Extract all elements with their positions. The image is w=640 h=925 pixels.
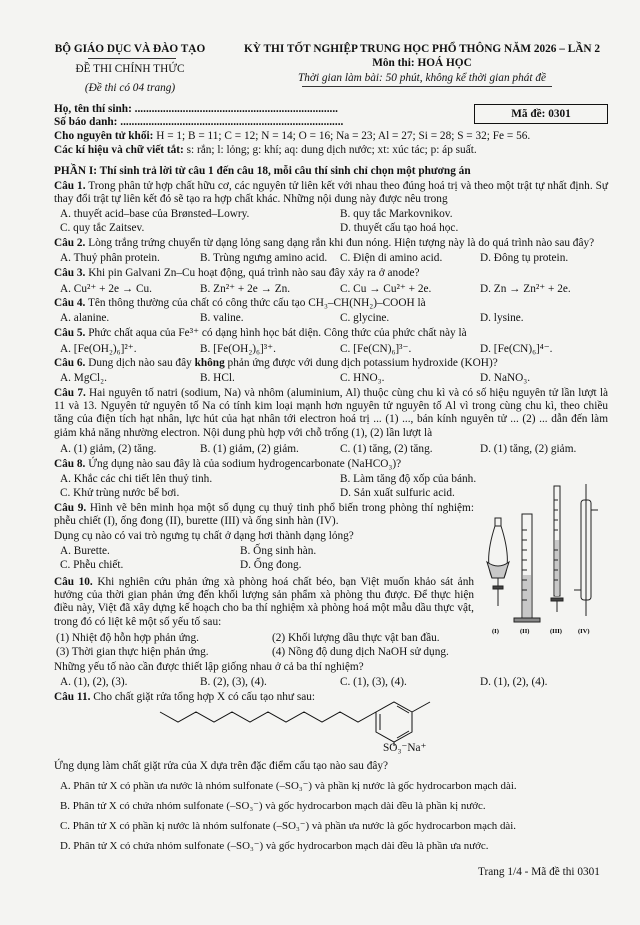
q4-stem <box>54 297 426 310</box>
q6-stem <box>54 357 498 370</box>
q10-option-c[interactable]: C. (1), (3), (4). <box>340 676 407 688</box>
q3-label: Câu 3. <box>54 267 86 279</box>
q6-option-d[interactable]: D. NaNO₃. <box>480 372 531 384</box>
symbols-line <box>54 144 477 157</box>
atomic-mass-line <box>54 130 530 143</box>
q10-factor-2: (2) Khối lượng dầu thực vật ban đầu. <box>272 632 440 644</box>
q8-label: Câu 8. <box>54 458 86 470</box>
q1-text: Trong phân tử hợp chất hữu cơ, các nguyên tử liên kết với nhau theo đúng hoá trị và theo một trật tự nhất định. Sự thay đổi trật tự liên kết đó sẽ tạo ra hợp chất khác. Những nội dung này được nêu trong <box>54 180 608 206</box>
q8-text: Ứng dụng nào sau đây là của sodium hydrogencarbonate (NaHCO₃)? <box>85 458 402 470</box>
q9-label: Câu 9. <box>54 502 87 514</box>
page-footer: Trang 1/4 - Mã đề thi 0301 <box>478 866 600 878</box>
q1-option-c[interactable]: C. quy tắc Zaitsev. <box>60 222 145 234</box>
q10-label: Câu 10. <box>54 576 93 588</box>
q2-label: Câu 2. <box>54 237 86 249</box>
q1-option-d[interactable]: D. thuyết cấu tạo hoá học. <box>340 222 459 234</box>
q9-stem <box>54 502 474 528</box>
q9-question: Dụng cụ nào có vai trò ngưng tụ chất ở dạng hơi thành dạng lỏng? <box>54 530 354 542</box>
q7-text: Hai nguyên tố natri (sodium, Na) và nhôm (aluminium, Al) thuộc cùng chu kì và có số hiệu nguyên tử lần lượt là 11 và 13. Nguyên tử nguyên tố Na có tính kim loại mạnh hơn nguyên tử nguyên tố Al vì trong cùng chu kì, theo chiều tăng của điện tích hạt nhân, lực hút của hạt nhân tới electron hoá trị ... (1) ..., bán kính nguyên tử ... (2) ... dẫn đến làm giảm khả năng nhường electron. Nội dung phù hợp với chỗ trống (1), (2) lần lượt là <box>54 387 608 439</box>
q6-label: Câu 6. <box>54 357 86 369</box>
q8-option-c[interactable]: C. Khử trùng nước bể bơi. <box>60 487 180 499</box>
q10-factor-1: (1) Nhiệt độ hỗn hợp phản ứng. <box>56 632 199 644</box>
q3-option-a[interactable]: A. Cu²⁺ + 2e → Cu. <box>60 283 152 295</box>
symbols-label: Các kí hiệu và chữ viết tắt: <box>54 144 184 156</box>
q5-label: Câu 5. <box>54 327 86 339</box>
q2-option-b[interactable]: B. Trùng ngưng amino acid. <box>200 252 328 264</box>
condenser-icon <box>574 484 598 616</box>
atomic-mass-label: Cho nguyên tử khối: <box>54 130 154 142</box>
q6-text-post: phản ứng được với dung dịch potassium hydroxide (KOH)? <box>224 357 498 369</box>
q4-option-c[interactable]: C. glycine. <box>340 312 390 324</box>
q3-option-d[interactable]: D. Zn → Zn²⁺ + 2e. <box>480 283 571 295</box>
q6-option-c[interactable]: C. HNO₃. <box>340 372 385 384</box>
zigzag-chain-icon <box>160 702 430 746</box>
graduated-cylinder-icon <box>514 514 540 622</box>
q4-option-a[interactable]: A. alanine. <box>60 312 110 324</box>
ministry-name: BỘ GIÁO DỤC VÀ ĐÀO TẠO <box>54 43 206 55</box>
candidate-name-line: Họ, tên thí sinh: ........................................................................ <box>54 103 339 115</box>
q3-option-b[interactable]: B. Zn²⁺ + 2e → Zn. <box>200 283 291 295</box>
q11-option-c[interactable]: C. Phân tử X có phần kị nước là nhóm sulfonate (–SO₃⁻) và phần ưa nước là gốc hydrocarbon mạch dài. <box>60 820 516 832</box>
q1-option-a[interactable]: A. thuyết acid–base của Brønsted–Lowry. <box>60 208 250 220</box>
q7-stem <box>54 387 608 440</box>
q5-option-a[interactable]: A. [Fe(OH₂)₆]²⁺. <box>60 343 137 355</box>
q6-text-bold: không <box>194 357 225 369</box>
q4-text: Tên thông thường của chất có công thức cấu tạo CH₃–CH(NH₂)–COOH là <box>85 297 426 309</box>
q5-stem <box>54 327 467 340</box>
q8-stem <box>54 458 401 471</box>
figure-label-1: (I) <box>492 628 499 635</box>
official-label: ĐỀ THI CHÍNH THỨC <box>75 63 185 75</box>
q3-option-c[interactable]: C. Cu → Cu²⁺ + 2e. <box>340 283 432 295</box>
separatory-funnel-icon <box>487 518 509 606</box>
q8-option-d[interactable]: D. Sản xuất sulfuric acid. <box>340 487 455 499</box>
q11-text: Cho chất giặt rửa tổng hợp X có cấu tạo như sau: <box>90 691 316 703</box>
q11-question: Ứng dụng làm chất giặt rửa của X dựa trên đặc điểm cấu tạo nào sau đây? <box>54 760 389 772</box>
detergent-structure <box>160 694 540 754</box>
glassware-figure <box>478 480 610 640</box>
exam-time: Thời gian làm bài: 50 phút, không kể thời gian phát đề <box>297 72 547 84</box>
q11-option-a[interactable]: A. Phân tử X có phần ưa nước là nhóm sulfonate (–SO₃⁻) và phần kị nước là gốc hydrocarbon mạch dài. <box>60 780 517 792</box>
q9-option-d[interactable]: D. Ống đong. <box>240 559 302 571</box>
exam-code: Mã đề: 0301 <box>511 108 571 120</box>
q5-option-c[interactable]: C. [Fe(CN)₆]³⁻. <box>340 343 412 355</box>
symbols-values: s: rắn; l: lỏng; g: khí; aq: dung dịch nước; xt: xúc tác; p: áp suất. <box>183 144 477 156</box>
q8-option-a[interactable]: A. Khắc các chi tiết lên thuỷ tinh. <box>60 473 213 485</box>
candidate-id-line: Số báo danh: ............................................................................... <box>54 116 344 128</box>
exam-subject: Môn thi: HOÁ HỌC <box>372 57 472 69</box>
q11-option-d[interactable]: D. Phân tử X có chứa nhóm sulfonate (–SO₃⁻) và gốc hydrocarbon mạch dài đều là phần ưa nước. <box>60 840 489 852</box>
q1-option-b[interactable]: B. quy tắc Markovnikov. <box>340 208 453 220</box>
q3-text: Khi pin Galvani Zn–Cu hoạt động, quá trình nào sau đây xảy ra ở anode? <box>85 267 420 279</box>
q2-option-c[interactable]: C. Điện di amino acid. <box>340 252 443 264</box>
q7-option-b[interactable]: B. (1) giảm, (2) giảm. <box>200 443 299 455</box>
time-underline <box>302 86 552 87</box>
q2-stem <box>54 237 594 250</box>
q3-stem <box>54 267 420 280</box>
q11-option-b[interactable]: B. Phân tử X có chứa nhóm sulfonate (–SO₃⁻) và gốc hydrocarbon mạch dài đều là phần kị nước. <box>60 800 486 812</box>
q6-text-pre: Dung dịch nào sau đây <box>85 357 195 369</box>
header-underline <box>88 58 176 59</box>
q10-factor-3: (3) Thời gian thực hiện phản ứng. <box>56 646 209 658</box>
q10-option-b[interactable]: B. (2), (3), (4). <box>200 676 267 688</box>
q5-option-b[interactable]: B. [Fe(OH₂)₆]³⁺. <box>200 343 276 355</box>
pages-note: (Đề thi có 04 trang) <box>84 82 176 94</box>
q2-text: Lòng trắng trứng chuyển từ dạng lỏng sang dạng rắn khi đun nóng. Hiện tượng này là do quá trình nào sau đây? <box>85 237 595 249</box>
q10-factor-4: (4) Nồng độ dung dịch NaOH sử dụng. <box>272 646 449 658</box>
q4-option-d[interactable]: D. lysine. <box>480 312 524 324</box>
q7-option-c[interactable]: C. (1) tăng, (2) tăng. <box>340 443 433 455</box>
exam-code-box <box>474 104 608 124</box>
q1-label: Câu 1. <box>54 180 86 192</box>
q9-option-c[interactable]: C. Phễu chiết. <box>60 559 124 571</box>
figure-label-4: (IV) <box>578 628 590 635</box>
atomic-mass-values: H = 1; B = 11; C = 12; N = 14; O = 16; Na = 23; Al = 27; Si = 28; S = 32; Fe = 56. <box>153 130 531 142</box>
q7-option-a[interactable]: A. (1) giảm, (2) tăng. <box>60 443 157 455</box>
q9-text: Hình vẽ bên minh họa một số dụng cụ thuỷ tinh phổ biến trong phòng thí nghiệm: phễu chiết (I), ống đong (II), burette (III) và ống sinh hàn (IV). <box>54 502 474 528</box>
figure-label-2: (II) <box>520 628 530 635</box>
q10-stem <box>54 576 474 629</box>
q10-text: Khi nghiên cứu phản ứng xà phòng hoá chất béo, bạn Việt muốn khảo sát ảnh hưởng của thời gian phản ứng đến khối lượng sản phẩm xà phòng thu được. Để thực hiện điều này, Việt đã xây dựng kế hoạch cho ba thí nghiệm xà phòng hoá một mẫu dầu thực vật, trong đó có liệt kê một số yếu tố sau: <box>54 576 474 628</box>
q10-option-d[interactable]: D. (1), (2), (4). <box>480 676 548 688</box>
q9-option-b[interactable]: B. Ống sinh hàn. <box>240 545 317 557</box>
figure-label-3: (III) <box>550 628 562 635</box>
part1-title: PHẦN I: Thí sinh trả lời từ câu 1 đến câu 18, mỗi câu thí sinh chỉ chọn một phương án <box>54 165 471 177</box>
q4-option-b[interactable]: B. valine. <box>200 312 244 324</box>
q7-label: Câu 7. <box>54 387 86 399</box>
sulfonate-group-label: SO₃⁻Na⁺ <box>383 742 427 754</box>
q6-option-a[interactable]: A. MgCl₂. <box>60 372 107 384</box>
q7-option-d[interactable]: D. (1) tăng, (2) giảm. <box>480 443 577 455</box>
q6-option-b[interactable]: B. HCl. <box>200 372 235 384</box>
q9-option-a[interactable]: A. Burette. <box>60 545 110 557</box>
q2-option-a[interactable]: A. Thuỷ phân protein. <box>60 252 160 264</box>
burette-icon <box>551 486 563 612</box>
q2-option-d[interactable]: D. Đông tụ protein. <box>480 252 569 264</box>
q5-option-d[interactable]: D. [Fe(CN)₆]⁴⁻. <box>480 343 553 355</box>
q11-label: Câu 11. <box>54 691 91 703</box>
q4-label: Câu 4. <box>54 297 86 309</box>
q5-text: Phức chất aqua của Fe³⁺ có dạng hình học bát diện. Công thức của phức chất này là <box>85 327 467 339</box>
q8-option-b[interactable]: B. Làm tăng độ xốp của bánh. <box>340 473 477 485</box>
q10-question: Những yếu tố nào cần được thiết lập giống nhau ở cả ba thí nghiệm? <box>54 661 364 673</box>
q1-stem <box>54 180 608 206</box>
exam-title: KỲ THI TỐT NGHIỆP TRUNG HỌC PHỔ THÔNG NĂM 2026 – LẦN 2 <box>243 43 601 55</box>
q10-option-a[interactable]: A. (1), (2), (3). <box>60 676 128 688</box>
